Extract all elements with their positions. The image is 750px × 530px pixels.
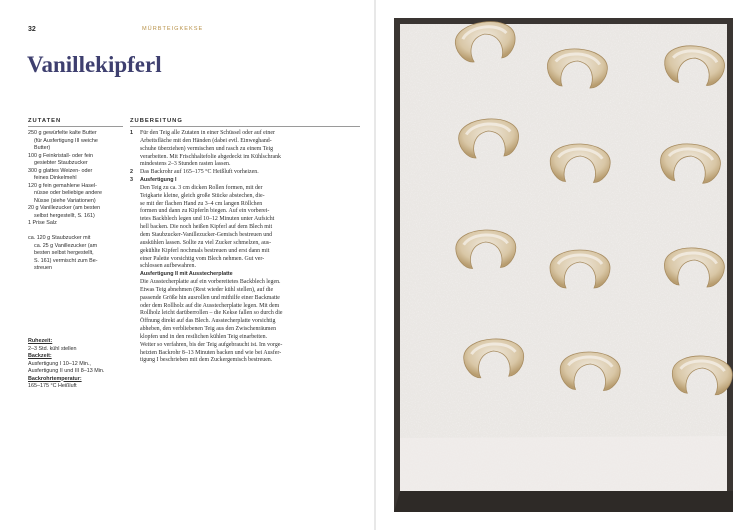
ingredient-line: 20 g Vanillezucker (am besten xyxy=(28,205,101,211)
ingredient-line: selbst hergestellt, S. 161) xyxy=(34,212,95,219)
ingredients-heading: ZUTATEN xyxy=(28,118,62,124)
bake-time-value-2: Ausfertigung II und III 8–13 Min. xyxy=(28,368,105,374)
step-text: Für den Teig alle Zutaten in einer Schüssel oder auf einer xyxy=(140,130,275,136)
step-text: Arbeitsfläche mit den Händen (dabei evtl. Einweghand- xyxy=(140,137,272,144)
ingredient-line: 1 Prise Salz xyxy=(28,220,57,226)
step-text: dem Staubzucker-Vanillezucker-Gemisch bestreuen und xyxy=(140,231,273,238)
ingredient-line: 250 g gewürfelte kalte Butter xyxy=(28,130,97,136)
step-text: se mit der flachen Hand zu 3–4 cm langen Röllchen xyxy=(140,200,263,207)
photo-illustration xyxy=(394,18,733,512)
ingredient-line: streuen xyxy=(34,265,52,271)
ingredient-line: feines Dinkelmehl xyxy=(34,175,77,181)
step-text: verarbeiten. Mit Frischhaltefolie abgedeckt im Kühlschrank xyxy=(140,153,282,160)
step-text: klopfen und in den restlichen kühlen Teig einarbeiten. xyxy=(140,333,268,340)
oven-temp-label: Backrohrtemperatur: xyxy=(28,375,82,382)
ingredient-line: besten selbst hergestellt, xyxy=(34,250,94,256)
rest-time-label: Ruhezeit: xyxy=(28,338,53,344)
ingredient-line: Butter) xyxy=(34,145,51,151)
step-text: oder dem Rollholz auf die Ausstecherplatte legen. Mit dem xyxy=(140,302,280,309)
step-line xyxy=(130,177,362,185)
preparation-rule xyxy=(130,126,360,127)
step-text: Weiter so verfahren, bis der Teig aufgebraucht ist. Im vorge- xyxy=(140,341,283,348)
step-text: auskühlen lassen. Sollte zu viel Zucker schmelzen, aus- xyxy=(140,239,272,246)
step-text: passende Größe hin ausrollen und mithilfe einer Backmatte xyxy=(140,294,280,301)
vanillekipferl-photo xyxy=(394,18,733,512)
tray-rim xyxy=(394,491,733,512)
ingredient-line: (für Ausfertigung III weiche xyxy=(34,137,98,144)
step-text: Teigkarte kleine, gleich große Stücke abstechen, die- xyxy=(140,192,265,199)
running-head: MÜRBTEIGKEKSE xyxy=(142,26,204,32)
step-text: Den Teig zu ca. 3 cm dicken Rollen formen, mit der xyxy=(140,184,263,191)
preparation-steps xyxy=(130,130,362,365)
left-page xyxy=(0,0,374,530)
step-text: heizten Backrohr 8–13 Minuten backen und wie bei Ausfer- xyxy=(140,349,282,356)
step-text: Etwas Teig abnehmen (Rest wieder kühl stellen), auf die xyxy=(140,286,274,293)
step-text: Öffnung direkt auf das Blech. Ausstecherplatte vorsichtig xyxy=(140,318,276,325)
oven-temp-value: 165–175 °C Heißluft xyxy=(28,383,77,389)
step-line xyxy=(130,130,362,138)
timing-info xyxy=(28,338,128,391)
preparation-heading: ZUBEREITUNG xyxy=(130,118,183,124)
step-text: abheben, den verbliebenen Teig aus den Zwischenräumen xyxy=(140,326,277,333)
step-text: schlossen aufbewahren. xyxy=(140,263,196,270)
step-text: einer Palette vorsichtig vom Blech nehmen. Gut ver- xyxy=(140,255,265,262)
ingredients-list xyxy=(28,130,126,273)
step-text: gekühlte Kipferl nochmals bestreuen und erst dann mit xyxy=(140,247,270,254)
ingredients-rule xyxy=(28,126,123,127)
page-number: 32 xyxy=(28,26,36,33)
step-text: hell backen. Die noch heißen Kipferl auf dem Blech mit xyxy=(140,224,273,231)
recipe-title: Vanillekipferl xyxy=(27,52,162,77)
step-text: tigung I beschrieben mit dem Zuckergemisch bestreuen. xyxy=(140,357,273,364)
ingredient-line: 100 g Feinkristall- oder fein xyxy=(28,152,94,159)
paper-edge xyxy=(400,436,727,491)
step-number: 1 xyxy=(130,130,133,136)
step-text: mindestens 2–3 Stunden rasten lassen. xyxy=(140,161,231,168)
ingredient-line: Nüsse (siehe Variationen) xyxy=(34,197,96,204)
step-number: 2 xyxy=(130,169,133,176)
step-text: Rollholz leicht darüberrollen – die Kekse fallen so durch die xyxy=(140,310,283,317)
step-text: tetes Backblech legen und 10–12 Minuten unter Aufsicht xyxy=(140,216,275,223)
rest-time-value: 2–3 Std. kühl stellen xyxy=(28,345,77,352)
ingredient-line: ca. 120 g Staubzucker mit xyxy=(28,235,91,241)
step-text: Die Ausstecherplatte auf ein vorbereitetes Backblech legen. xyxy=(140,279,281,286)
ingredient-line: S. 161) vermischt zum Be- xyxy=(34,257,98,264)
bake-time-value-1: Ausfertigung I 10–12 Min., xyxy=(28,360,91,367)
ingredient-line: nüsse oder beliebige andere xyxy=(34,190,103,196)
ingredient-line: ca. 25 g Vanillezucker (am xyxy=(34,242,98,249)
bake-time-label: Backzeit: xyxy=(28,353,52,359)
step-subheading: Ausfertigung I xyxy=(140,177,177,184)
step-text: schuhe überziehen) vermischen und rasch zu einem Teig xyxy=(140,145,274,152)
step-text: Das Backrohr auf 165–175 °C Heißluft vorheizen. xyxy=(140,169,259,176)
ingredient-line xyxy=(28,228,126,236)
step-line xyxy=(130,169,362,177)
ingredient-line: gesiebter Staubzucker xyxy=(34,160,88,166)
ingredient-line: 120 g fein gemahlene Hasel- xyxy=(28,182,97,189)
ingredient-line: 300 g glattes Weizen- oder xyxy=(28,167,93,174)
step-subheading: Ausfertigung II mit Ausstecherplatte xyxy=(140,271,233,278)
step-number: 3 xyxy=(130,177,133,184)
step-text: formen und dann zu Kipferln biegen. Auf ein vorberei- xyxy=(140,208,270,215)
